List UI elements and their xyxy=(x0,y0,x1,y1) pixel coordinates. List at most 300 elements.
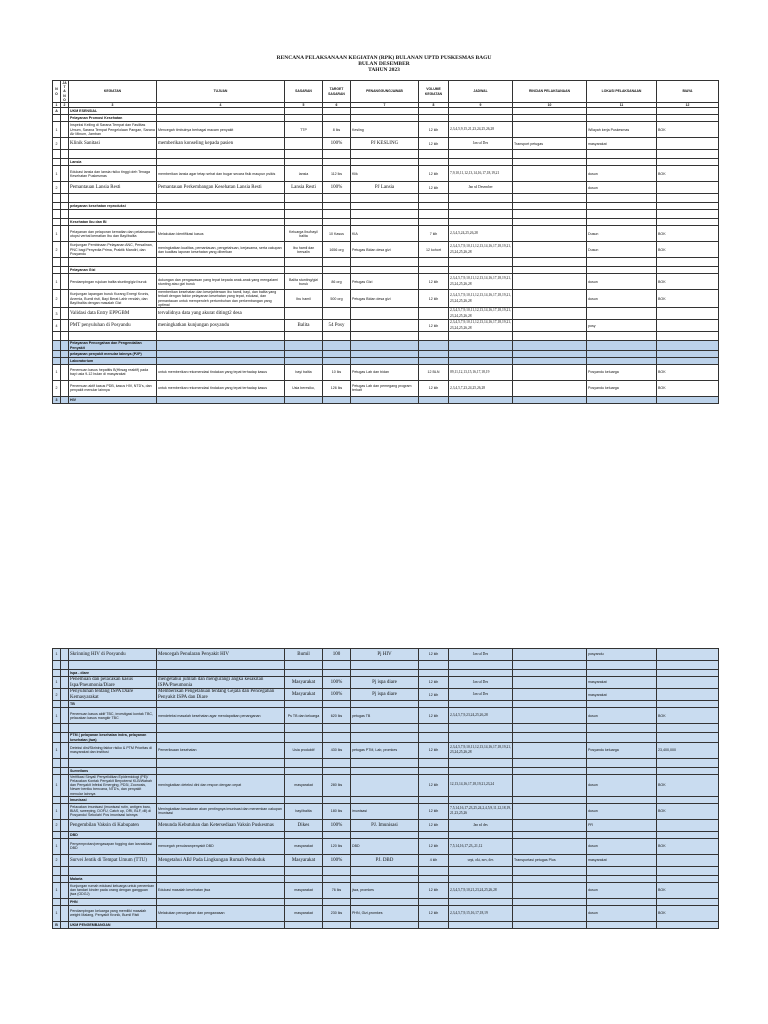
tujuan-cell: Mencegah Penularan Penyakit HIV xyxy=(157,649,285,661)
biaya-cell: BOK xyxy=(657,380,719,396)
empty-cell xyxy=(419,921,449,928)
tujuan-cell: memberikan lansia agar tetap sehat dan bugar secara fisik maupun psikis xyxy=(157,166,285,182)
empty-cell xyxy=(449,396,513,403)
kegiatan-cell: Validasi data Entry EPPGBM xyxy=(69,308,157,320)
empty-cell xyxy=(61,767,69,774)
empty-cell xyxy=(285,203,323,210)
biaya-cell: BOK xyxy=(657,274,719,290)
sasaran-cell: Masyarakat xyxy=(285,854,323,866)
sub-number xyxy=(61,290,69,308)
empty-cell xyxy=(513,332,587,341)
empty-cell xyxy=(323,831,351,838)
target-cell: 100% xyxy=(323,677,351,689)
section-row xyxy=(53,350,719,357)
blank-row xyxy=(53,332,719,341)
empty-cell xyxy=(419,670,449,677)
empty-cell xyxy=(285,341,323,350)
section-row xyxy=(53,396,719,403)
column-number: 10 xyxy=(513,103,587,108)
empty-cell xyxy=(513,767,587,774)
penanggungjawab-cell: DBD xyxy=(351,838,419,854)
empty-cell xyxy=(587,210,657,219)
column-number: 5 xyxy=(285,103,323,108)
empty-cell xyxy=(587,758,657,767)
sub-number xyxy=(61,122,69,138)
empty-cell xyxy=(61,258,69,267)
empty-cell xyxy=(323,921,351,928)
blank-row xyxy=(53,661,719,670)
tujuan-cell: meningkatkan kunjungan posyandu xyxy=(157,320,285,332)
empty-cell xyxy=(157,875,285,882)
row-number: 3 xyxy=(53,396,61,403)
empty-cell xyxy=(323,203,351,210)
rincian-cell xyxy=(513,122,587,138)
sub-number xyxy=(61,803,69,819)
empty-cell xyxy=(657,875,719,882)
sub-number xyxy=(61,742,69,758)
section-title: Malaria xyxy=(69,875,157,882)
empty-cell xyxy=(323,350,351,357)
empty-cell xyxy=(323,115,351,122)
empty-cell xyxy=(587,767,657,774)
target-cell: 280 lks xyxy=(323,774,351,796)
empty-cell xyxy=(513,210,587,219)
empty-cell xyxy=(53,661,61,670)
empty-cell xyxy=(69,150,157,159)
empty-cell xyxy=(513,108,587,115)
blank-row xyxy=(53,866,719,875)
target-cell: 86 org xyxy=(323,274,351,290)
biaya-cell: BOK xyxy=(657,122,719,138)
penanggungjawab-cell: petugas TB xyxy=(351,708,419,724)
biaya-cell: BOK xyxy=(657,364,719,380)
column-number: 2 xyxy=(61,103,69,108)
empty-cell xyxy=(157,159,285,166)
empty-cell xyxy=(657,796,719,803)
tujuan-cell: tervalidnya data yang akurat ditingt2 desa xyxy=(157,308,285,320)
row-number: 1 xyxy=(53,708,61,724)
empty-cell xyxy=(351,796,419,803)
empty-cell xyxy=(323,108,351,115)
empty-cell xyxy=(53,210,61,219)
row-number: 2 xyxy=(53,819,61,831)
lokasi-cell: dusun xyxy=(587,803,657,819)
section-row xyxy=(53,159,719,166)
penanggungjawab-cell: Petugas Bidan desa gizi xyxy=(351,290,419,308)
sasaran-cell: Keluarga Ibu/bayi/ balita xyxy=(285,226,323,242)
row-number: B xyxy=(53,921,61,928)
activity-row xyxy=(53,274,719,290)
title-line-3: TAHUN 2023 xyxy=(368,67,400,73)
empty-cell xyxy=(449,203,513,210)
sasaran-cell: lansia xyxy=(285,166,323,182)
rincian-cell xyxy=(513,242,587,258)
row-number xyxy=(53,670,61,677)
empty-cell xyxy=(285,831,323,838)
volume-cell: 12 klh xyxy=(419,708,449,724)
lokasi-cell: Dusun xyxy=(587,242,657,258)
empty-cell xyxy=(419,203,449,210)
row-number: 1 xyxy=(53,226,61,242)
empty-cell xyxy=(323,724,351,733)
volume-cell: 12 klh xyxy=(419,882,449,898)
sasaran-cell xyxy=(285,138,323,150)
empty-cell xyxy=(351,350,419,357)
kegiatan-cell: Pendampingan keluarga yang memiliki masalah weight Malang, Penyakit Kronik, Bumil Risti xyxy=(69,905,157,921)
empty-cell xyxy=(657,701,719,708)
empty-cell xyxy=(419,396,449,403)
empty-cell xyxy=(157,661,285,670)
penanggungjawab-cell: Petugas Lab dan pemegang program terkait xyxy=(351,380,419,396)
tujuan-cell: untuk memberikan rekomendasi tindakan yang tepat terhadap kasus xyxy=(157,380,285,396)
empty-cell xyxy=(351,332,419,341)
section-title: Surveilans xyxy=(69,767,157,774)
biaya-cell: BOK xyxy=(657,290,719,308)
lokasi-cell: dusun xyxy=(587,166,657,182)
rincian-cell xyxy=(513,742,587,758)
rincian-cell xyxy=(513,320,587,332)
empty-cell xyxy=(61,159,69,166)
biaya-cell: BOK xyxy=(657,226,719,242)
biaya-cell xyxy=(657,182,719,194)
row-number: 1 xyxy=(53,274,61,290)
empty-cell xyxy=(513,219,587,226)
activity-row xyxy=(53,905,719,921)
empty-cell xyxy=(69,194,157,203)
biaya-cell: 23,400,000 xyxy=(657,742,719,758)
kegiatan-cell: Inspeksi Keiling di Sarana Tempat dan Fasilitas Umum, Sarana Tempat Pengelolaan Pangan, Sarana Air Minum, Jamban xyxy=(70,123,155,136)
target-cell: 10 lks xyxy=(323,364,351,380)
row-number: 1 xyxy=(53,122,61,138)
empty-cell xyxy=(53,866,61,875)
kegiatan-cell: Penemuan kasus aktif TBC, investigasi kontak TBC, pelacakan kasus mangkir TBC xyxy=(69,708,157,724)
empty-cell xyxy=(61,733,69,742)
empty-cell xyxy=(285,875,323,882)
jadwal-cell: 2,3,4,5,7,9,10,11,12,13,14,16,17,18,19,21,23,24,25,26,28 xyxy=(449,242,513,258)
lokasi-cell: Posyandu keluarga xyxy=(587,742,657,758)
empty-cell xyxy=(323,866,351,875)
lokasi-cell: posyandu xyxy=(587,649,657,661)
section-row xyxy=(53,670,719,677)
target-cell: 100% xyxy=(323,854,351,866)
empty-cell xyxy=(513,898,587,905)
penanggungjawab-cell: PJ. DBD xyxy=(351,854,419,866)
empty-cell xyxy=(69,258,157,267)
sub-number xyxy=(61,677,69,689)
rincian-cell xyxy=(513,274,587,290)
empty-cell xyxy=(513,831,587,838)
tujuan-cell: Melakukan identifikasi kasus xyxy=(157,226,285,242)
empty-cell xyxy=(61,724,69,733)
section-title: UKM PENGEMBANGAN xyxy=(69,921,157,928)
tujuan-cell: meningkatkan deteksi dini dan respon dengan cepat xyxy=(157,774,285,796)
column-number: 8 xyxy=(419,103,449,108)
empty-cell xyxy=(61,219,69,226)
empty-cell xyxy=(323,219,351,226)
section-row xyxy=(53,875,719,882)
empty-cell xyxy=(323,159,351,166)
tujuan-cell: Mencegah timbulnya berbagai macam penyakit xyxy=(157,122,285,138)
empty-cell xyxy=(449,341,513,350)
empty-cell xyxy=(285,194,323,203)
section-title: PTM ( pelayanan kesehatan indra, pelayanan kesehatan jiwa) xyxy=(69,733,157,742)
row-number xyxy=(53,219,61,226)
empty-cell xyxy=(657,898,719,905)
empty-cell xyxy=(657,661,719,670)
empty-cell xyxy=(157,350,285,357)
row-number xyxy=(53,267,61,274)
kegiatan-cell: Skrinning HIV di Posyandu xyxy=(69,649,157,661)
empty-cell xyxy=(449,866,513,875)
section-row xyxy=(53,831,719,838)
empty-cell xyxy=(657,921,719,928)
empty-cell xyxy=(657,357,719,364)
volume-cell: 12 klh xyxy=(419,380,449,396)
empty-cell xyxy=(61,796,69,803)
empty-cell xyxy=(513,203,587,210)
empty-cell xyxy=(419,767,449,774)
column-number: 9 xyxy=(449,103,513,108)
tujuan-cell: Melakukan pencegahan dan pengawasan xyxy=(157,905,285,921)
row-number: 1 xyxy=(53,677,61,689)
column-header: VOLUME KEGIATAN xyxy=(419,81,449,103)
biaya-cell xyxy=(657,819,719,831)
activity-row xyxy=(53,803,719,819)
empty-cell xyxy=(657,203,719,210)
section-title: PHN xyxy=(69,898,157,905)
empty-cell xyxy=(351,115,419,122)
volume-cell: 12 klh xyxy=(419,677,449,689)
volume-cell: 12 klh xyxy=(419,649,449,661)
kegiatan-cell: Pelayanan dan pelaporan kematian dan pelaksanaan otopsi verbal kematian Ibu dan Bayi/balita xyxy=(69,226,157,242)
empty-cell xyxy=(53,724,61,733)
biaya-cell xyxy=(657,677,719,689)
kegiatan-cell: Penyemprotan/pengasapan fogging dan larvasidasi DBD xyxy=(69,838,157,854)
empty-cell xyxy=(449,724,513,733)
empty-cell xyxy=(449,898,513,905)
section-row xyxy=(53,733,719,742)
sasaran-cell: Ibu hamil xyxy=(285,290,323,308)
sub-number xyxy=(61,242,69,258)
empty-cell xyxy=(587,115,657,122)
sub-number xyxy=(61,308,69,320)
empty-cell xyxy=(587,701,657,708)
sasaran-cell: Masyarakat xyxy=(285,677,323,689)
volume-cell: 12 klh xyxy=(419,290,449,308)
empty-cell xyxy=(285,396,323,403)
column-header: JAT A NO xyxy=(62,81,67,102)
empty-cell xyxy=(351,921,419,928)
column-header: PENANGGUNGJAWAB xyxy=(351,81,419,103)
empty-cell xyxy=(157,108,285,115)
tujuan-cell: dukungan dan pengawasan yang tepat kepada anak-anak yang mengalami stunting atau gizi buruk xyxy=(157,274,285,290)
row-number: 2 xyxy=(53,290,61,308)
activity-row xyxy=(53,677,719,689)
empty-cell xyxy=(157,357,285,364)
jadwal-cell: sept, okt, nov, des xyxy=(449,854,513,866)
sasaran-cell: bayi balita xyxy=(285,364,323,380)
empty-cell xyxy=(587,921,657,928)
row-number: 2 xyxy=(53,854,61,866)
rpk-table-page-1 xyxy=(52,80,719,404)
empty-cell xyxy=(419,831,449,838)
sasaran-cell: Bumil xyxy=(285,649,323,661)
section-row xyxy=(53,701,719,708)
empty-cell xyxy=(53,332,61,341)
biaya-cell xyxy=(657,320,719,332)
empty-cell xyxy=(285,219,323,226)
empty-cell xyxy=(449,219,513,226)
target-cell: 500 org xyxy=(323,290,351,308)
tujuan-cell: Mengetahui ABJ Pada Lingkungan Rumah Penduduk xyxy=(157,854,285,866)
empty-cell xyxy=(513,875,587,882)
empty-cell xyxy=(513,396,587,403)
jadwal-cell: 2,3,4,5,7,9,10,11,12,13,14,16,17,18,19,21,23,24,25,26,28 xyxy=(449,308,513,320)
rincian-cell xyxy=(513,166,587,182)
empty-cell xyxy=(61,831,69,838)
column-header: TARGET SASARAN xyxy=(323,81,351,103)
sasaran-cell xyxy=(285,308,323,320)
empty-cell xyxy=(323,733,351,742)
section-title: Ispa - diare xyxy=(69,670,157,677)
empty-cell xyxy=(323,758,351,767)
empty-cell xyxy=(657,670,719,677)
empty-cell xyxy=(587,194,657,203)
kegiatan-cell: Penemuan aktif kasus PDB, kasus HIV, NTD's, dan penyakit menular lainnya xyxy=(69,380,157,396)
section-row xyxy=(53,219,719,226)
target-cell xyxy=(323,308,351,320)
sub-number xyxy=(61,274,69,290)
biaya-cell: BOK xyxy=(657,838,719,854)
empty-cell xyxy=(419,115,449,122)
empty-cell xyxy=(285,866,323,875)
empty-cell xyxy=(657,267,719,274)
sub-number xyxy=(61,226,69,242)
jadwal-cell: 2,3,4,5,7,9,15,16,17,18,19 xyxy=(449,905,513,921)
jadwal-cell: 2,3,4,5,7,9,10,11,12,13,14,16,17,18,19,21,23,24,25,26,28 xyxy=(449,742,513,758)
empty-cell xyxy=(285,661,323,670)
sasaran-cell: Ibu hamil dan bersalin xyxy=(285,242,323,258)
empty-cell xyxy=(157,831,285,838)
empty-cell xyxy=(285,159,323,166)
empty-cell xyxy=(285,796,323,803)
header-row xyxy=(53,81,719,103)
empty-cell xyxy=(449,332,513,341)
row-number: 1 xyxy=(53,838,61,854)
section-title: Pelayanan Pencegahan dan Pengendalian Penyakit xyxy=(69,341,157,350)
target-cell: 100% xyxy=(323,819,351,831)
volume-cell: 12 klh xyxy=(419,774,449,796)
volume-cell: 12 klh xyxy=(419,182,449,194)
section-row xyxy=(53,115,719,122)
penanggungjawab-cell: Pj HIV xyxy=(351,649,419,661)
empty-cell xyxy=(61,150,69,159)
row-number: 1 xyxy=(53,803,61,819)
jadwal-cell: 2,3,4,5,24,25,26,28 xyxy=(449,226,513,242)
empty-cell xyxy=(69,332,157,341)
activity-row xyxy=(53,226,719,242)
penanggungjawab-cell: Petugas Gizi xyxy=(351,274,419,290)
lokasi-cell: masyarakat xyxy=(587,854,657,866)
empty-cell xyxy=(419,733,449,742)
sub-number xyxy=(61,905,69,921)
row-number: 1 xyxy=(53,905,61,921)
rincian-cell xyxy=(513,819,587,831)
activity-row xyxy=(53,838,719,854)
sub-number xyxy=(61,882,69,898)
section-title: DBD xyxy=(69,831,157,838)
sasaran-cell: Usia beresiko, xyxy=(285,380,323,396)
row-number: 1 xyxy=(53,649,61,661)
sub-number xyxy=(61,380,69,396)
empty-cell xyxy=(157,866,285,875)
tujuan-cell: memberikan konseling kepada pasien xyxy=(157,138,285,150)
lokasi-cell: masyarakat xyxy=(587,677,657,689)
empty-cell xyxy=(351,758,419,767)
empty-cell xyxy=(587,733,657,742)
empty-cell xyxy=(61,203,69,210)
tujuan-cell: mendeteksi masalah kesehatan agar mendapatkan penanganan xyxy=(157,708,285,724)
empty-cell xyxy=(587,341,657,350)
activity-row xyxy=(53,819,719,831)
empty-cell xyxy=(323,670,351,677)
penanggungjawab-cell: petugas PTM, Lab, promkes xyxy=(351,742,419,758)
volume-cell: 12 klh xyxy=(419,274,449,290)
jadwal-cell: 2,3,4,5,7,9,10,11,12,13,14,16,17,18,19,21,23,24,25,26,28 xyxy=(449,290,513,308)
empty-cell xyxy=(513,115,587,122)
empty-cell xyxy=(61,210,69,219)
penanggungjawab-cell: PHN, Gizi,promkes xyxy=(351,905,419,921)
empty-cell xyxy=(419,332,449,341)
activity-row xyxy=(53,708,719,724)
empty-cell xyxy=(285,210,323,219)
penanggungjawab-cell: Pj ispa diare xyxy=(351,689,419,701)
empty-cell xyxy=(657,194,719,203)
empty-cell xyxy=(513,258,587,267)
jadwal-cell: 7,5,14,16,17,23,,21,12 xyxy=(449,838,513,854)
empty-cell xyxy=(157,115,285,122)
empty-cell xyxy=(323,396,351,403)
empty-cell xyxy=(285,108,323,115)
jadwal-cell: Jan sd Des xyxy=(449,138,513,150)
row-number xyxy=(53,733,61,742)
jadwal-cell: Jan sd Desember xyxy=(449,182,513,194)
empty-cell xyxy=(69,758,157,767)
empty-cell xyxy=(61,661,69,670)
empty-cell xyxy=(285,357,323,364)
empty-cell xyxy=(69,866,157,875)
rincian-cell xyxy=(513,774,587,796)
empty-cell xyxy=(351,898,419,905)
column-number: 6 xyxy=(323,103,351,108)
empty-cell xyxy=(285,733,323,742)
row-number: 1 xyxy=(53,364,61,380)
section-row xyxy=(53,898,719,905)
empty-cell xyxy=(157,396,285,403)
empty-cell xyxy=(323,210,351,219)
empty-cell xyxy=(657,159,719,166)
empty-cell xyxy=(587,108,657,115)
jadwal-cell: Jan sd des xyxy=(449,819,513,831)
lokasi-cell: Posyandu keluarga xyxy=(587,380,657,396)
empty-cell xyxy=(419,758,449,767)
empty-cell xyxy=(587,332,657,341)
section-title: Pelayanan Promosi Kesehatan xyxy=(69,115,157,122)
target-cell: 620 lks xyxy=(323,708,351,724)
tujuan-cell: mencegah penularanpenyakit DBD xyxy=(157,838,285,854)
blank-row xyxy=(53,724,719,733)
empty-cell xyxy=(53,758,61,767)
